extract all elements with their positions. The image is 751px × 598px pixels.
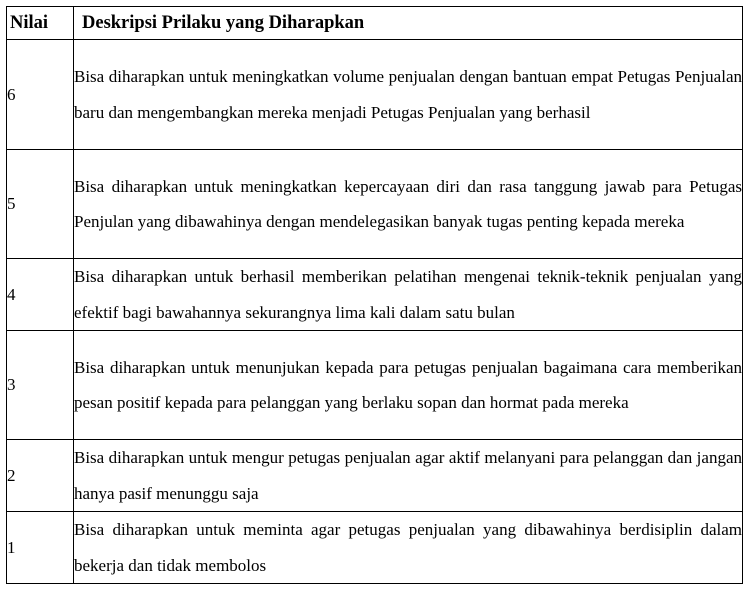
nilai-cell: 3 — [7, 331, 74, 440]
deskripsi-cell: Bisa diharapkan untuk meningkatkan volume penjualan dengan bantuan empat Petugas Penjualan baru dan mengembangkan mereka menjadi Petugas Penjualan yang berhasil — [74, 40, 743, 150]
table-header-row — [7, 7, 743, 40]
header-nilai: Nilai — [7, 7, 74, 40]
deskripsi-cell: Bisa diharapkan untuk meminta agar petugas penjualan yang dibawahinya berdisiplin dalam bekerja dan tidak membolos — [74, 512, 743, 584]
nilai-cell: 5 — [7, 150, 74, 259]
nilai-cell: 6 — [7, 40, 74, 150]
header-deskripsi: Deskripsi Prilaku yang Diharapkan — [74, 7, 743, 40]
nilai-cell: 4 — [7, 259, 74, 331]
deskripsi-cell: Bisa diharapkan untuk meningkatkan kepercayaan diri dan rasa tanggung jawab para Petugas Penjulan yang dibawahinya dengan mendelegasikan banyak tugas penting kepada mereka — [74, 150, 743, 259]
table-row — [7, 440, 743, 512]
deskripsi-cell: Bisa diharapkan untuk mengur petugas penjualan agar aktif melanyani para pelanggan dan jangan hanya pasif menunggu saja — [74, 440, 743, 512]
deskripsi-cell: Bisa diharapkan untuk menunjukan kepada para petugas penjualan bagaimana cara memberikan pesan positif kepada para pelanggan yang berlaku sopan dan hormat pada mereka — [74, 331, 743, 440]
nilai-cell: 2 — [7, 440, 74, 512]
behavior-rating-table — [6, 6, 743, 584]
table-row — [7, 259, 743, 331]
table-row — [7, 40, 743, 150]
nilai-cell: 1 — [7, 512, 74, 584]
deskripsi-cell: Bisa diharapkan untuk berhasil memberikan pelatihan mengenai teknik-teknik penjualan yang efektif bagi bawahannya sekurangnya lima kali dalam satu bulan — [74, 259, 743, 331]
table-row — [7, 331, 743, 440]
table-row — [7, 150, 743, 259]
table-row — [7, 512, 743, 584]
